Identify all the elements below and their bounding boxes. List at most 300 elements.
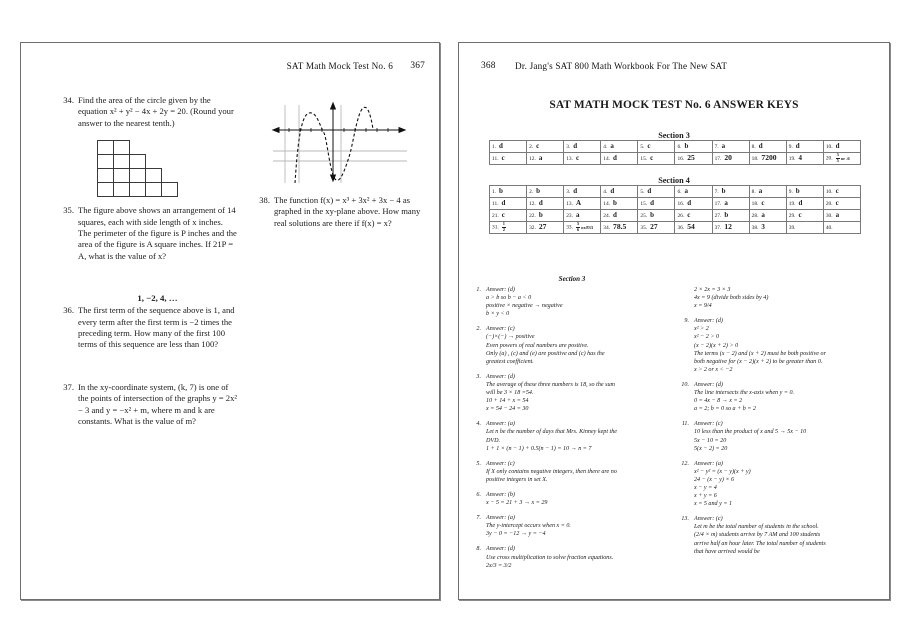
section-4-answer-cell-10 [823, 186, 860, 198]
explanation-line: The terms (x − 2) and (x + 2) must be both positive or [694, 350, 826, 357]
answer-value: a [538, 154, 543, 162]
question-38 [253, 195, 429, 229]
explanation-body [486, 420, 679, 452]
answer-number: 6. [677, 189, 682, 195]
section-4-answer-row [490, 210, 861, 222]
answer-value: 4 [798, 154, 802, 162]
answer-number: 1. [492, 144, 497, 150]
answer-number: 17. [714, 156, 722, 162]
answer-value: d [613, 154, 617, 162]
section-4-answer-row [490, 222, 861, 234]
explanation-line: Answer: (c) [694, 421, 723, 428]
staircase-square [129, 154, 146, 169]
explanation-body [694, 317, 887, 374]
explanation-line: Answer: (a) [486, 421, 515, 428]
answer-value: d [647, 187, 652, 195]
explanation-line: arrive half an hour later. The total number of students [694, 540, 826, 547]
answer-value: a [610, 142, 614, 150]
staircase-square [97, 182, 114, 197]
question-36-sequence: 1, −2, 4, … [137, 293, 178, 304]
explanation-body [694, 381, 887, 413]
explanations-column-right [675, 286, 887, 563]
answer-value: a [684, 187, 689, 195]
answer-value: d [687, 199, 692, 207]
answer-value: c [536, 142, 540, 150]
answer-number: 38. [751, 225, 759, 231]
question-37-number: 37. [63, 381, 74, 392]
section-3-answer-cell-2 [527, 141, 564, 153]
question-35-text: The figure above shows an arrangement of 14 squares, each with side length of x inches. The perimeter of the figure is P inches and the area of the figure is A square inches. If 21P = A, what is the value of x? [78, 205, 237, 261]
answer-number: 1. [492, 189, 497, 195]
explanation-body [694, 420, 887, 452]
section-4-answer-cell-30 [823, 210, 860, 222]
answer-value: c [687, 211, 691, 219]
section-4-answer-cell-9 [786, 186, 823, 198]
answer-value: c [761, 199, 765, 207]
explanation-line: Only (a) , (c) and (e) are positive and (c) has the [486, 350, 605, 357]
explanation-line: 24 − (x − y) × 6 [694, 476, 735, 483]
answer-number: 16. [677, 201, 685, 207]
explanation-body [694, 460, 887, 509]
question-35 [57, 205, 237, 262]
section-3-answer-cell-18 [749, 153, 786, 165]
explanation-line: Answer: (c) [486, 326, 515, 333]
left-page-column-2 [253, 95, 429, 240]
answer-value: c [835, 187, 839, 195]
explanation-line: 2 × 2x = 3 × 3 [694, 287, 731, 293]
section-4-answer-cell-37 [712, 222, 749, 234]
explanation-item-3 [467, 373, 679, 413]
answer-value: A [575, 199, 581, 207]
explanation-item-1 [467, 286, 679, 318]
section-3-answer-cell-4 [601, 141, 638, 153]
answer-value: a [721, 142, 726, 150]
staircase-square [129, 182, 146, 197]
explanation-line: positive integers in set X. [486, 476, 548, 483]
answer-value: a [575, 211, 580, 219]
staircase-square [113, 182, 130, 197]
question-34-text: Find the area of the circle given by the equation x² + y² − 4x + 2y = 20. (Round your answer to the nearest tenth.) [78, 95, 234, 128]
explanation-item-7 [467, 514, 679, 538]
section-4-answer-cell-13 [564, 198, 601, 210]
question-38-number: 38. [259, 195, 270, 205]
answer-value: d [573, 142, 578, 150]
section-4-answer-cell-14 [601, 198, 638, 210]
answer-fraction: $\frac{5}{6}$ [576, 221, 580, 232]
explanation-line: The average of these three numbers is 18, so the sum [486, 381, 615, 388]
staircase-square [97, 154, 114, 169]
answer-value: d [501, 199, 506, 207]
cubic-graph-svg [267, 99, 417, 187]
answer-number: 35. [640, 225, 648, 231]
answer-value: c [647, 142, 651, 150]
section-3-answer-cell-3 [564, 141, 601, 153]
explanation-line: Let n be the number of days that Mrs. Kinney kept the [486, 429, 617, 436]
answer-number: 25. [640, 213, 648, 219]
explanation-line: Answer: (c) [486, 460, 515, 467]
section-4-answer-cell-20 [823, 198, 860, 210]
answer-value: c [650, 154, 654, 162]
answer-number: 23. [566, 213, 573, 219]
section-3-label: Section 3 [658, 131, 690, 140]
section-3-answer-cell-14 [601, 153, 638, 165]
answer-number: 6. [677, 144, 682, 150]
left-page [20, 42, 440, 600]
section-4-answer-cell-32 [527, 222, 564, 234]
answer-value: a [758, 187, 763, 195]
answer-number: 2. [529, 189, 534, 195]
answer-value: 54 [687, 222, 695, 231]
answer-number: 3. [566, 144, 571, 150]
answer-number: 22. [529, 213, 536, 219]
section-3-answer-row [490, 141, 861, 153]
explanation-line: greatest coefficient. [486, 358, 534, 365]
section-4-answer-cell-15 [638, 198, 675, 210]
explanation-number: 5. [476, 460, 481, 467]
answer-number: 34. [603, 225, 611, 231]
section-4-answer-cell-11 [490, 198, 527, 210]
staircase-square [113, 168, 130, 183]
answer-number: 16. [677, 156, 685, 162]
section-4-answer-cell-4 [601, 186, 638, 198]
explanation-line: x = 5 and y = 1 [694, 501, 733, 508]
answer-number: 8. [751, 189, 756, 195]
explanation-line: x = 9/4 [694, 303, 712, 310]
answer-number: 28. [751, 213, 759, 219]
section-4-answer-cell-35 [638, 222, 675, 234]
answer-number: 3. [566, 189, 571, 195]
answer-number: 12. [529, 156, 536, 162]
answer-value: c [575, 154, 580, 162]
explanation-line: 5(x − 2) = 20 [694, 445, 728, 452]
answer-number: 31. [492, 224, 499, 231]
section-3-answer-cell-6 [675, 141, 712, 153]
staircase-square [113, 154, 130, 169]
answer-value: a [835, 211, 840, 219]
answer-value: b [721, 187, 726, 195]
cubic-graph-figure [267, 99, 417, 187]
explanation-line: x² > 2 [694, 326, 709, 333]
explanation-line: If X only contains negative integers, then there are no [486, 468, 617, 475]
staircase-square [97, 168, 114, 183]
section-3-answer-cell-1 [490, 141, 527, 153]
explanations-column-left [467, 286, 679, 577]
explanation-number: 9. [684, 318, 689, 325]
section-4-answer-cell-3 [564, 186, 601, 198]
explanation-line: (x − 2)(x + 2) > 0 [694, 342, 739, 349]
answer-value: a [724, 199, 728, 207]
question-36-text: The first term of the sequence above is 1, and every term after the first term is −2 times the preceding term. How many of the first 100 terms of this sequence are less than 100? [78, 305, 235, 350]
explanation-body [486, 460, 679, 484]
explanation-line: x − 5 = 21 + 3 → x = 29 [486, 500, 548, 507]
section-4-answer-row [490, 186, 861, 198]
section-4-answer-table [489, 185, 861, 234]
answer-number: 14. [603, 201, 611, 207]
staircase-square [145, 168, 162, 183]
staircase-square [145, 182, 162, 197]
section-3-answer-cell-17 [712, 153, 749, 165]
answer-fraction: $\frac{3}{5}$ [836, 152, 839, 163]
answer-number: 37. [714, 225, 722, 231]
answer-value: 27 [650, 222, 658, 231]
answer-number: 5. [640, 144, 645, 150]
answer-value: d [610, 187, 615, 195]
answer-number: 20. [825, 155, 833, 162]
explanation-line: Answer: (d) [486, 287, 515, 293]
section-4-answer-cell-6 [675, 186, 712, 198]
explanation-item-10 [675, 381, 887, 413]
explanation-line: Answer: (a) [694, 460, 723, 467]
answer-number: 14. [603, 156, 611, 162]
section-3-answer-cell-13 [564, 153, 601, 165]
explanation-line: x + y = 6 [694, 493, 717, 500]
staircase-square [113, 140, 130, 155]
answer-value: c [798, 211, 802, 219]
explanation-line: DVD. [486, 437, 501, 444]
section-4-answer-cell-1 [490, 186, 527, 198]
explanation-line: Use cross multiplication to solve fraction equations. [486, 554, 614, 561]
explanation-number: 10. [681, 381, 689, 388]
section-4-answer-cell-39 [786, 222, 823, 234]
answer-value: 78.5 [613, 222, 627, 231]
answer-number: 11. [492, 156, 499, 162]
answer-number: 9. [788, 189, 793, 195]
answer-value: d [650, 199, 655, 207]
section-3-answer-table [489, 140, 861, 165]
section-4-answer-cell-17 [712, 198, 749, 210]
explanation-line: a = 2; b = 0 so a + b = 2 [694, 406, 756, 413]
section-4-answer-cell-33 [564, 222, 601, 234]
answer-value: d [538, 199, 543, 207]
answer-value: c [501, 211, 505, 219]
answer-number: 30. [825, 213, 833, 219]
answer-value: d [499, 142, 503, 150]
answer-number: 18. [751, 201, 759, 207]
answer-number: 9. [788, 144, 793, 150]
section-3-answer-cell-5 [638, 141, 675, 153]
explanation-item-8 [467, 545, 679, 569]
explanation-line: Answer: (b) [486, 491, 515, 498]
explanation-line: will be 3 × 18 =54. [486, 390, 534, 397]
answer-value: 20 [724, 153, 732, 162]
answer-number: 17. [714, 201, 722, 207]
explanation-line: Answer: (a) [486, 515, 515, 522]
section-3-answer-row [490, 153, 861, 165]
section-3-answer-cell-15 [638, 153, 675, 165]
answer-number: 32. [529, 225, 536, 231]
answer-value: d [758, 142, 763, 150]
answer-number: 26. [677, 213, 685, 219]
answer-number: 12. [529, 201, 536, 207]
explanation-line: x² − 2 > 0 [694, 334, 719, 341]
answer-number: 36. [677, 225, 685, 231]
section-3-answer-cell-8 [749, 141, 786, 153]
section-4-answer-row [490, 198, 861, 210]
answer-number: 5. [640, 189, 645, 195]
section-4-answer-cell-22 [527, 210, 564, 222]
explanation-body [486, 545, 679, 569]
answer-number: 18. [751, 156, 759, 162]
answer-number: 19. [788, 201, 796, 207]
section-4-answer-cell-24 [601, 210, 638, 222]
staircase-row [97, 182, 189, 196]
answer-value: d [798, 199, 803, 207]
explanation-line: x > 2 or x < −2 [694, 366, 733, 373]
answer-alt-value: or.833 [581, 224, 594, 230]
explanation-line: both negative for (x − 2)(x + 2) to be greater than 0. [694, 358, 823, 365]
answer-number: 15. [640, 201, 648, 207]
explanation-body [486, 491, 679, 507]
right-page-running-title: Dr. Jang's SAT 800 Math Workbook For The New SAT [515, 61, 728, 71]
answer-number: 15. [640, 156, 648, 162]
answer-value: 3 [761, 223, 765, 231]
answer-value: b [684, 142, 689, 150]
explanation-item-12 [675, 460, 887, 509]
answer-number: 24. [603, 213, 611, 219]
staircase-square [97, 140, 114, 155]
right-page-folio: 368 [481, 61, 496, 71]
answer-value: d [573, 187, 578, 195]
section-4-answer-cell-40 [823, 222, 860, 234]
section-3-answer-cell-9 [786, 141, 823, 153]
explanation-number: 13. [681, 516, 689, 523]
explanation-line: b × y < 0 [486, 311, 510, 318]
section-4-answer-cell-23 [564, 210, 601, 222]
answer-value: d [795, 142, 800, 150]
staircase-square [129, 168, 146, 183]
answer-number: 21. [492, 213, 499, 219]
answer-number: 11. [492, 201, 499, 207]
explanations-section-label: Section 3 [558, 275, 586, 283]
explanation-line: Even powers of real numbers are positive. [486, 342, 589, 349]
explanation-line: a > b so b − a < 0 [486, 295, 532, 302]
section-4-answer-cell-12 [527, 198, 564, 210]
explanation-line: (2/4 × m) students arrive by 7 AM and 100 students [694, 532, 821, 539]
question-37 [57, 382, 237, 428]
answer-value: b [613, 199, 617, 207]
answer-number: 40. [825, 224, 833, 231]
question-38-text: The function f(x) = x³ + 3x² + 3x − 4 as graphed in the xy-plane above. How many real solutions are there if f(x) = x? [274, 195, 421, 228]
answer-number: 33. [566, 224, 573, 231]
explanation-line: Let m be the total number of students in the school. [694, 524, 819, 531]
section-4-answer-cell-27 [712, 210, 749, 222]
answer-number: 4. [603, 144, 608, 150]
question-34-number: 34. [63, 95, 74, 105]
answer-keys-title: SAT MATH MOCK TEST No. 6 ANSWER KEYS [549, 99, 799, 111]
explanation-item-4 [467, 420, 679, 452]
answer-value: b [650, 211, 655, 219]
explanation-body [486, 373, 679, 413]
answer-value: c [835, 199, 839, 207]
section-4-answer-cell-38 [749, 222, 786, 234]
answer-number: 20. [825, 201, 833, 207]
explanation-line: 0 = 4x − 8 → x = 2 [694, 398, 743, 405]
explanation-item [675, 286, 887, 310]
answer-value: d [613, 211, 617, 219]
section-4-answer-cell-7 [712, 186, 749, 198]
explanation-line: (−)×(−) → positive [486, 334, 535, 341]
answer-value: 25 [687, 153, 695, 162]
explanation-line: 2x/3 = 3/2 [486, 562, 512, 569]
question-35-number: 35. [63, 205, 74, 216]
staircase-row [97, 140, 189, 154]
graph-curve [295, 107, 373, 183]
answer-number: 10. [825, 189, 833, 195]
explanation-line: x² − y² = (x − y)(x + y) [694, 468, 751, 475]
explanation-line: 5x − 10 = 20 [694, 437, 727, 444]
explanation-item-13 [675, 515, 887, 555]
right-page [458, 42, 890, 600]
staircase-square [161, 182, 178, 197]
explanation-item-9 [675, 317, 887, 374]
answer-value: b [499, 187, 503, 195]
section-4-label: Section 4 [658, 176, 690, 185]
question-36 [57, 293, 237, 351]
section-3-answer-cell-10 [823, 141, 860, 153]
answer-number: 2. [529, 144, 534, 150]
explanation-body [694, 515, 887, 555]
explanation-number: 1. [476, 287, 481, 293]
answer-number: 10. [825, 144, 833, 150]
question-37-text: In the xy-coordinate system, (k, 7) is one of the points of intersection of the graphs y = 2x² − 3 and y = −x² + m, where m and k are constants. What is the value of m? [78, 381, 237, 427]
explanation-line: Answer: (d) [486, 546, 515, 553]
explanation-number: 11. [681, 421, 689, 428]
staircase-row [97, 154, 189, 168]
section-4-answer-cell-29 [786, 210, 823, 222]
section-4-answer-cell-8 [749, 186, 786, 198]
explanation-body [486, 325, 679, 365]
explanation-line: x = 54 − 24 = 30 [486, 406, 529, 413]
section-3-answer-cell-7 [712, 141, 749, 153]
answer-number: 7. [714, 189, 719, 195]
explanation-body [694, 286, 887, 310]
left-page-running-title: SAT Math Mock Test No. 6 [286, 61, 393, 71]
answer-value: b [795, 187, 800, 195]
explanation-line: 10 + 14 + x = 54 [486, 398, 529, 405]
explanation-number: 2. [476, 326, 481, 333]
section-4-answer-cell-5 [638, 186, 675, 198]
section-4-answer-cell-31 [490, 222, 527, 234]
answer-number: 19. [788, 156, 796, 162]
section-3-answer-cell-20 [823, 153, 860, 165]
answer-value: d [835, 142, 840, 150]
explanation-line: 4x = 9 (divide both sides by 4) [694, 295, 769, 302]
section-4-answer-cell-36 [675, 222, 712, 234]
answer-number: 27. [714, 213, 722, 219]
section-4-answer-cell-18 [749, 198, 786, 210]
left-page-column-1 [57, 95, 237, 439]
explanation-number: 3. [476, 373, 481, 380]
section-4-answer-cell-19 [786, 198, 823, 210]
answer-value: b [538, 211, 543, 219]
section-4-answer-cell-26 [675, 210, 712, 222]
explanation-line: x − y = 4 [694, 484, 717, 491]
explanation-line: The line intersects the x-axis when y = 0. [694, 390, 795, 397]
question-34 [57, 95, 237, 129]
explanation-number: 7. [476, 515, 481, 522]
explanation-line: Answer: (c) [694, 516, 723, 523]
answer-value: a [761, 211, 765, 219]
section-4-answer-cell-28 [749, 210, 786, 222]
explanation-line: Answer: (d) [694, 381, 723, 388]
section-3-answer-cell-12 [527, 153, 564, 165]
answer-value: 27 [538, 222, 547, 231]
staircase-row [97, 168, 189, 182]
explanation-line: positive × negative → negative [486, 303, 563, 310]
answer-number: 4. [603, 189, 608, 195]
answer-number: 39. [788, 224, 796, 231]
answer-number: 8. [751, 144, 756, 150]
